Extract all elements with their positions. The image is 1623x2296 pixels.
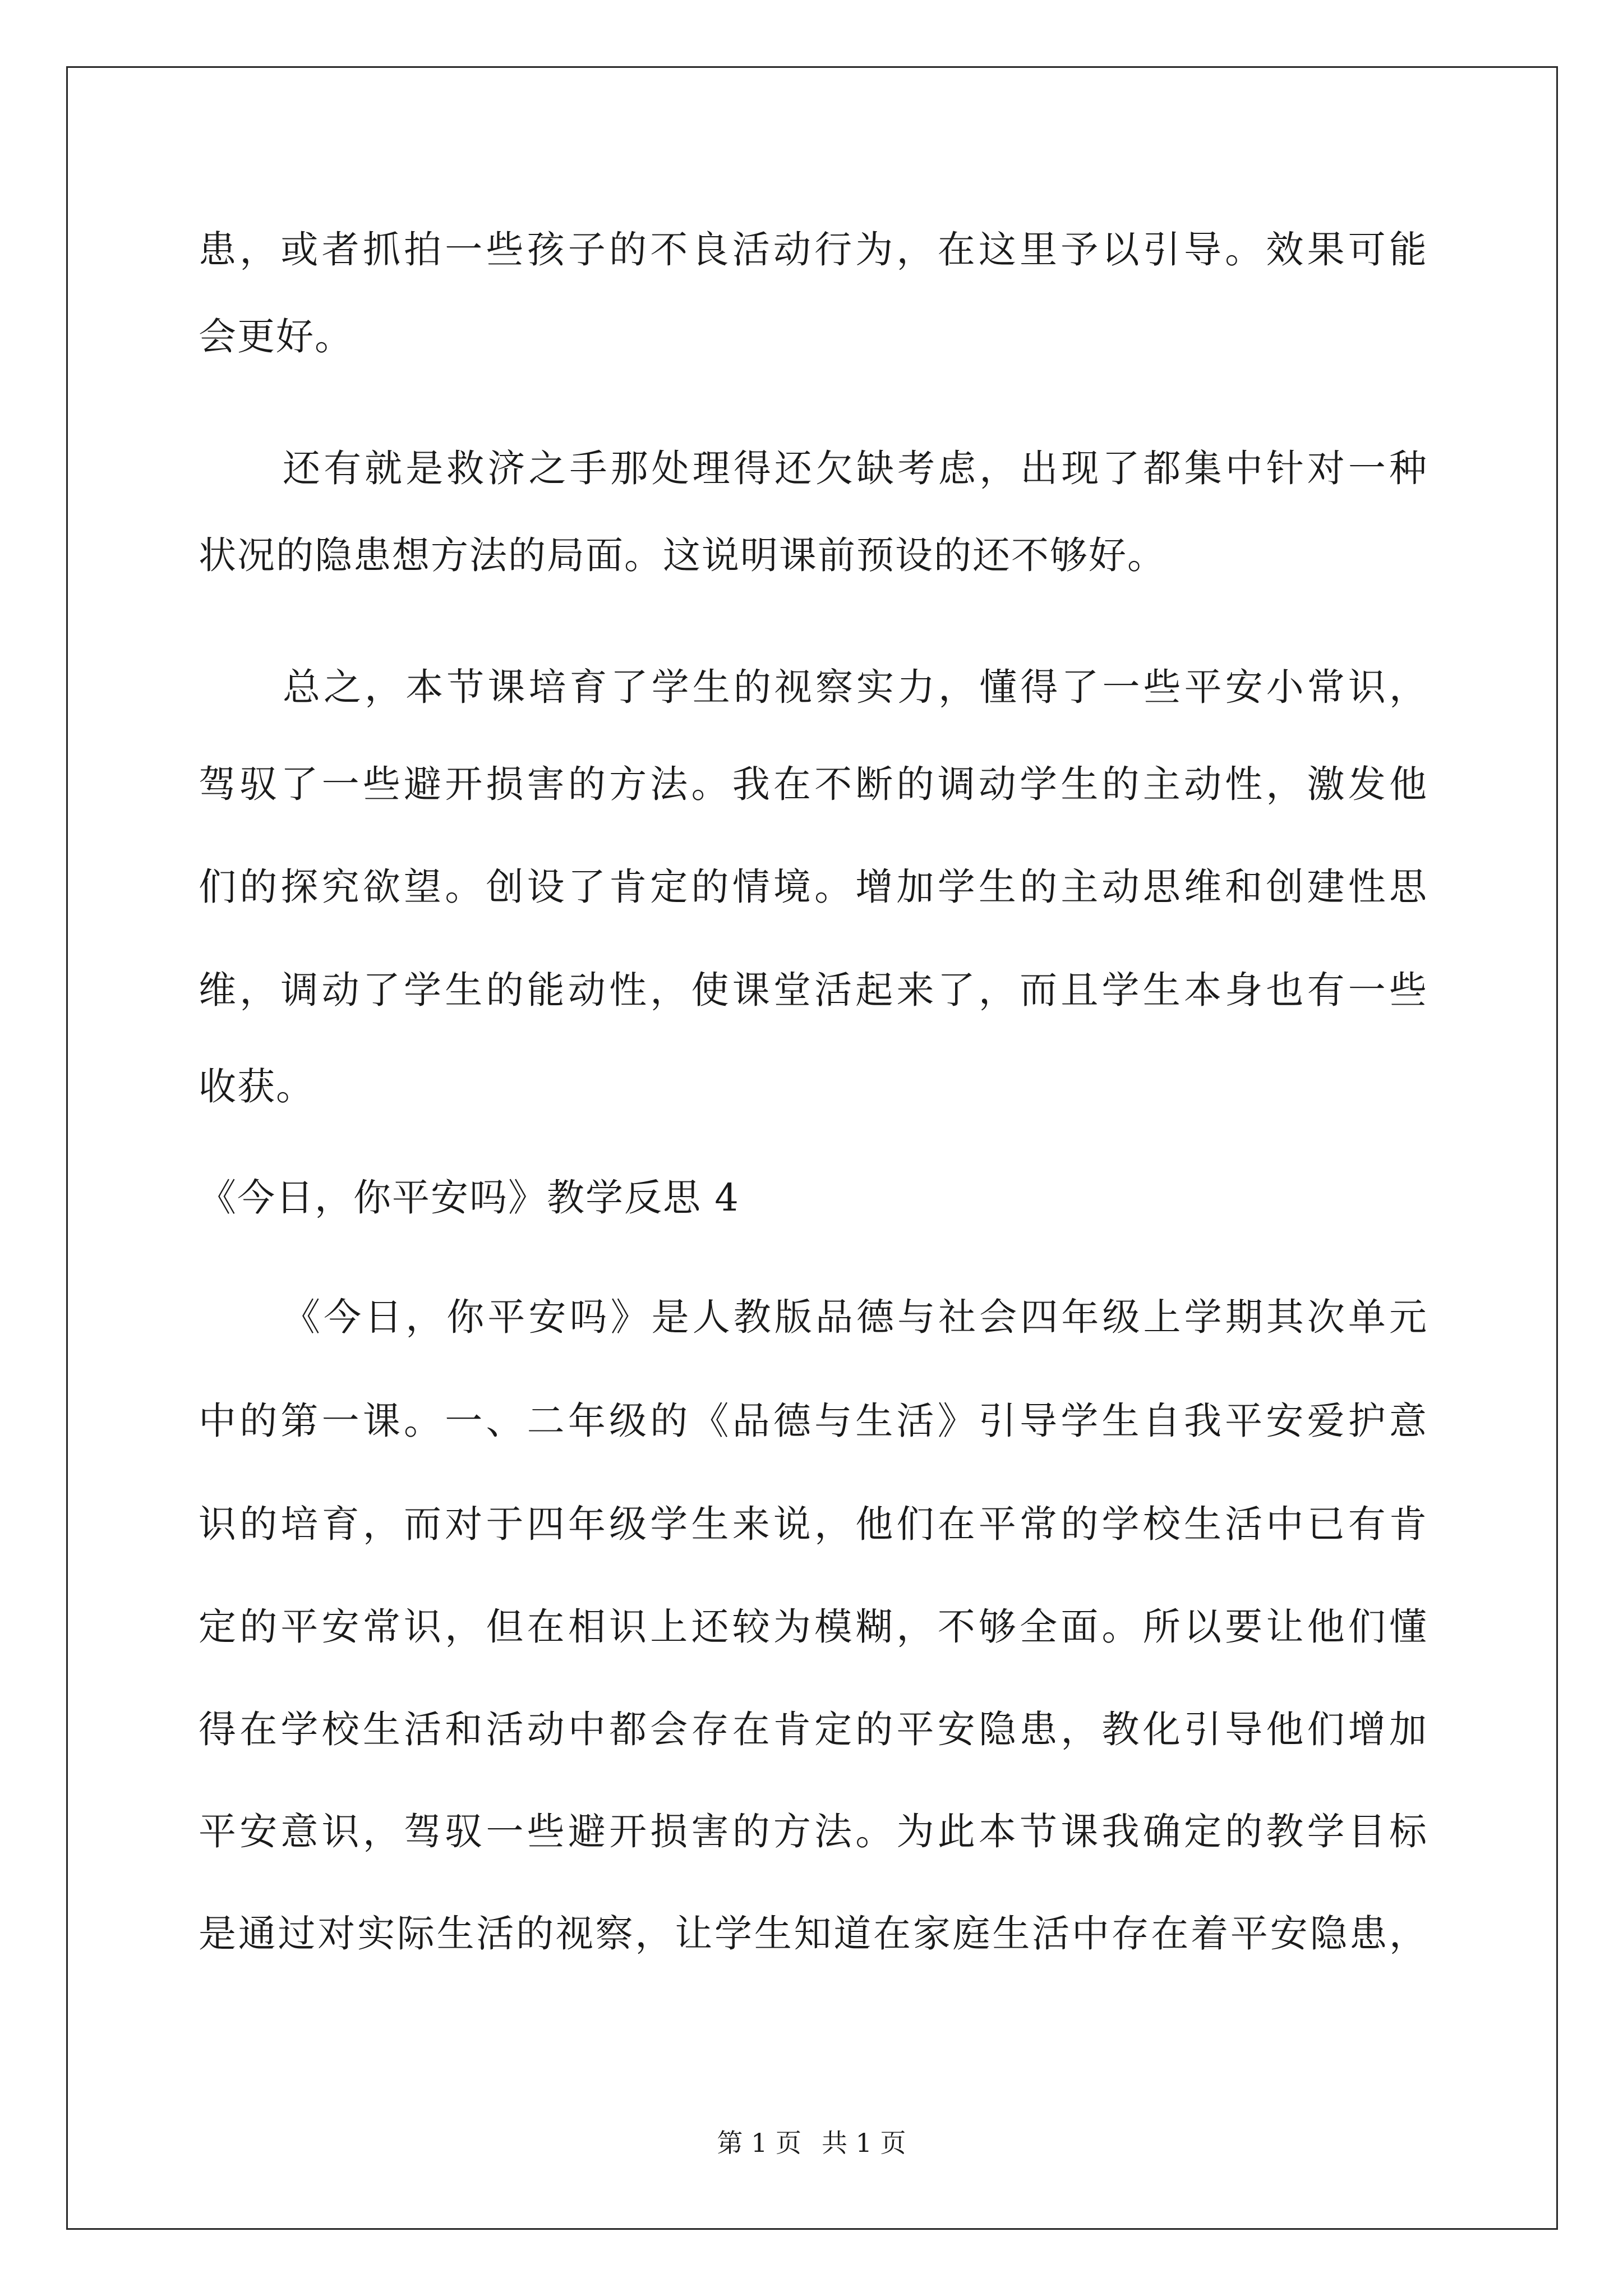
text-line: 状况的隐患想方法的局面。这说明课前预设的还不够好。 — [199, 533, 1166, 577]
text-line: 收获。 — [199, 1065, 315, 1108]
text-line: 定的平安常识，但在相识上还较为模糊，不够全面。所以要让他们懂 — [199, 1605, 1427, 1649]
section-heading: 《今日，你平安吗》教学反思 4 — [199, 1176, 740, 1220]
text-line: 维，调动了学生的能动性，使课堂活起来了，而且学生本身也有一些 — [199, 968, 1427, 1012]
text-line: 识的培育，而对于四年级学生来说，他们在平常的学校生活中已有肯 — [199, 1502, 1427, 1546]
text-line: 是通过对实际生活的视察，让学生知道在家庭生活中存在着平安隐患， — [199, 1912, 1427, 1955]
page-border — [66, 66, 1558, 2230]
page-footer — [0, 2126, 1623, 2160]
text-line: 中的第一课。一、二年级的《品德与生活》引导学生自我平安爱护意 — [199, 1399, 1427, 1443]
text-line: 还有就是救济之手那处理得还欠缺考虑，出现了都集中针对一种 — [283, 447, 1427, 490]
page-total: 共 1 页 — [822, 2128, 906, 2158]
text-line: 得在学校生活和活动中都会存在肯定的平安隐患，教化引导他们增加 — [199, 1708, 1427, 1751]
text-line: 会更好。 — [199, 315, 353, 358]
text-line: 们的探究欲望。创设了肯定的情境。增加学生的主动思维和创建性思 — [199, 865, 1427, 909]
text-line: 驾驭了一些避开损害的方法。我在不断的调动学生的主动性，激发他 — [199, 762, 1427, 806]
text-line: 患，或者抓拍一些孩子的不良活动行为，在这里予以引导。效果可能 — [199, 228, 1427, 272]
text-line: 总之，本节课培育了学生的视察实力，懂得了一些平安小常识， — [283, 665, 1427, 709]
page-number: 第 1 页 — [717, 2128, 801, 2158]
text-line: 平安意识，驾驭一些避开损害的方法。为此本节课我确定的教学目标 — [199, 1810, 1427, 1853]
text-line: 《今日，你平安吗》是人教版品德与社会四年级上学期其次单元 — [283, 1295, 1427, 1339]
